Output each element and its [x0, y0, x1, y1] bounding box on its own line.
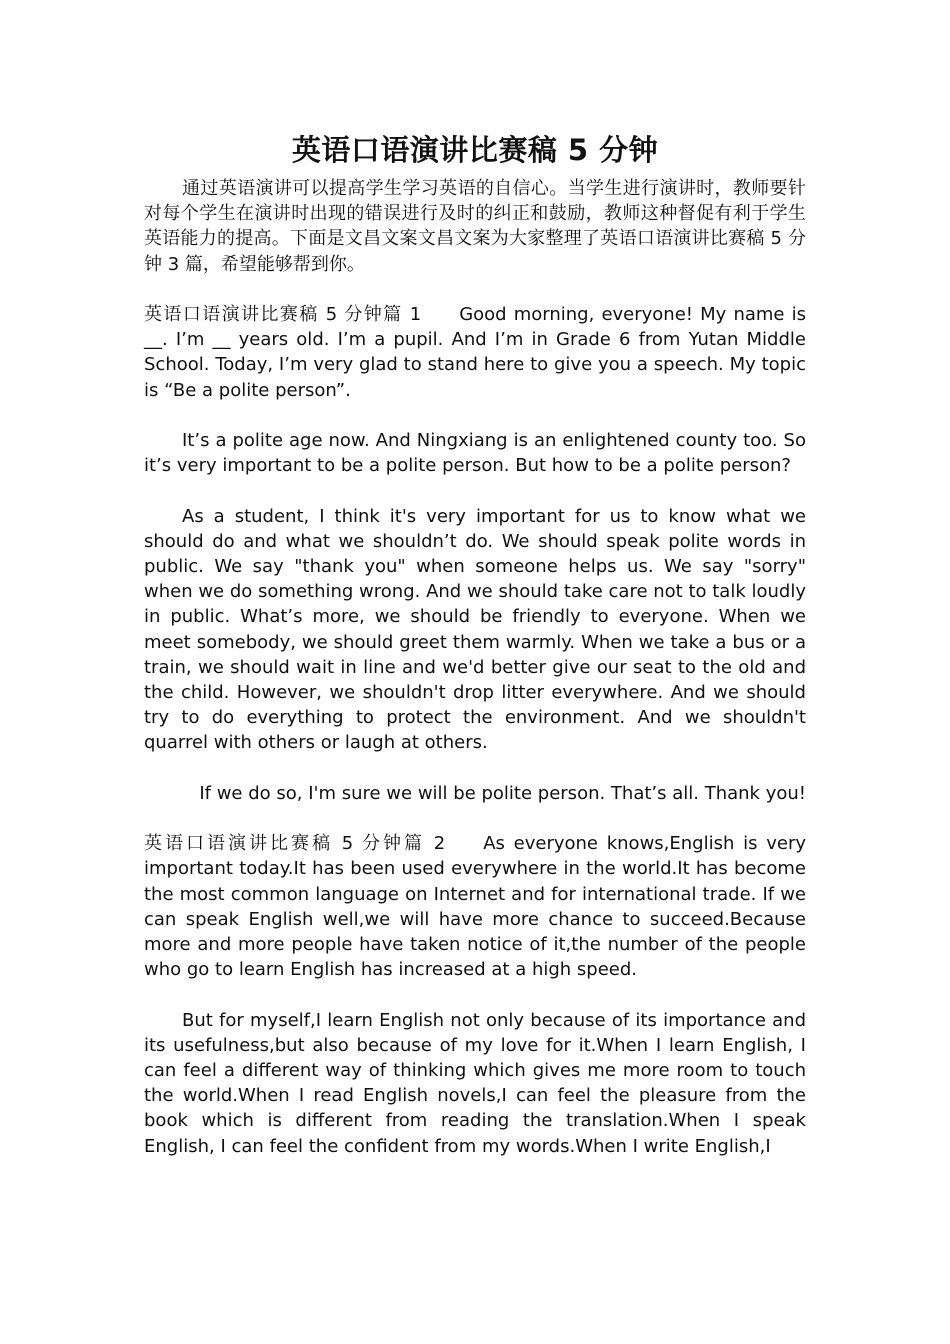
section1-paragraph-4: If we do so, I'm sure we will be polite person. That’s all. Thank you!	[199, 782, 806, 804]
section1-paragraph-2: It’s a polite age now. And Ningxiang is an enlightened county too. So it’s very important to be a polite person. But how to be a polite person?	[144, 430, 806, 477]
section2-paragraph-1-text: As everyone knows,English is very important today.It has been used everywhere in the world.It has become the most common language on Internet and for international trade. If we can speak English well,we will have more chance to succeed.Because more and more people have taken notice of it,the number of the people who go to learn English has increased at a high speed.	[144, 833, 807, 981]
section1-paragraph-1-text: Good morning, everyone! My name is __. I’m __ years old. I’m a pupil. And I’m in Grade 6 from Yutan Middle School. Today, I’m very glad to stand here to give you a speech. My topic is “Be a polite person”.	[144, 304, 806, 401]
section1-heading: 英语口语演讲比赛稿 5 分钟篇 1	[144, 304, 422, 325]
document-page	[144, 130, 806, 1159]
document-title: 英语口语演讲比赛稿 5 分钟	[291, 133, 659, 167]
section2-paragraph-1	[144, 831, 806, 982]
section1-paragraph-1	[144, 302, 806, 403]
section1-paragraph-3: As a student, I think it's very important for us to know what we should do and what we shouldn’t do. We should speak polite words in public. We say "thank you" when someone helps us. We say "sorry" when we do something wrong. And we should take care not to talk loudly in public. What’s more, we should be friendly to everyone. When we meet somebody, we should greet them warmly. When we take a bus or a train, we should wait in line and we'd better give our seat to the old and the child. However, we shouldn't drop litter everywhere. And we should try to do everything to protect the environment. And we shouldn't quarrel with others or laugh at others.	[144, 505, 806, 754]
section2-heading: 英语口语演讲比赛稿 5 分钟篇 2	[144, 833, 446, 855]
section2-paragraph-2: But for myself,I learn English not only because of its importance and its usefulness,but also because of my love for it.When I learn English, I can feel a different way of thinking which gives me more room to touch the world.When I read English novels,I can feel the pleasure from the book which is different from reading the translation.When I speak English, I can feel the confident from my words.When I write English,I	[144, 1009, 806, 1157]
intro-paragraph: 通过英语演讲可以提高学生学习英语的自信心。当学生进行演讲时，教师要针对每个学生在演讲时出现的错误进行及时的纠正和鼓励，教师这种督促有利于学生英语能力的提高。下面是文昌文案文昌文案为大家整理了英语口语演讲比赛稿 5 分钟 3 篇，希望能够帮到你。	[144, 178, 806, 275]
